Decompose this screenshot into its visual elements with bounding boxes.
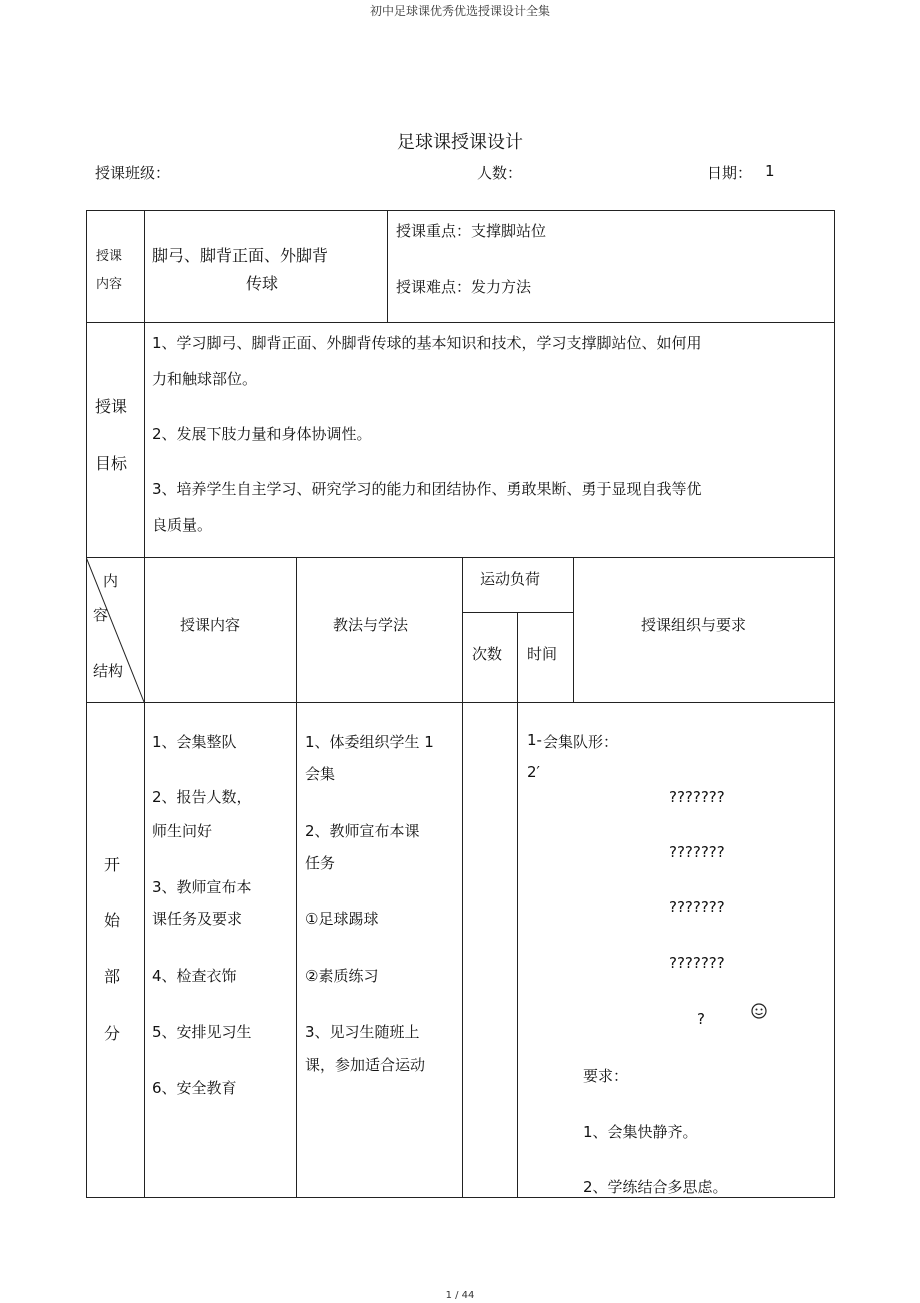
diag-label-b: 容 xyxy=(93,606,109,624)
req-2: 2、学练结合多思虑。 xyxy=(583,1178,728,1196)
date-label: 日期： xyxy=(707,164,753,182)
formation-row: ??????? xyxy=(669,898,725,916)
col-header-content: 授课内容 xyxy=(180,616,241,634)
col-header-load: 运动负荷 xyxy=(480,570,541,588)
method-item: ①足球踢球 xyxy=(305,910,379,928)
formation-row: ??????? xyxy=(669,788,725,806)
lesson-content-line1: 脚弓、脚背正面、外脚背 xyxy=(152,246,329,265)
class-label: 授课班级： xyxy=(95,164,171,182)
section-label-4: 分 xyxy=(104,1024,121,1043)
content-item: 课任务及要求 xyxy=(152,910,243,928)
content-item: 6、安全教育 xyxy=(152,1079,237,1097)
lesson-difficulty: 授课难点：发力方法 xyxy=(396,278,532,296)
goal-3-line2: 良质量。 xyxy=(152,516,213,534)
time-value-line2: 2′ xyxy=(527,763,540,781)
smiley-icon xyxy=(751,1003,767,1019)
goal-3-line1: 3、培养学生自主学习、研究学习的能力和团结协作、勇敢果断、勇于显现自我等优 xyxy=(152,480,702,498)
col-header-method: 教法与学法 xyxy=(333,616,409,634)
content-item: 4、检查衣饰 xyxy=(152,967,237,985)
col-header-time: 时间 xyxy=(527,645,558,663)
formation-row: ??????? xyxy=(669,843,725,861)
diag-label-c: 结构 xyxy=(93,662,124,680)
lesson-content-line2: 传球 xyxy=(246,274,279,293)
section-label-3: 部 xyxy=(104,967,121,986)
method-item: 课，参加适合运动 xyxy=(305,1056,426,1074)
method-item: 会集 xyxy=(305,765,336,783)
content-item: 2、报告人数， xyxy=(152,788,252,806)
req-title: 要求： xyxy=(583,1067,629,1085)
page-title: 足球课授课设计 xyxy=(397,132,523,153)
row2-label-top: 授课 xyxy=(95,397,128,416)
method-item: ②素质练习 xyxy=(305,967,379,985)
teacher-mark: ? xyxy=(697,1010,705,1028)
diag-label-a: 内 xyxy=(103,572,119,590)
method-item: 1、体委组织学生 1 xyxy=(305,733,434,751)
method-item: 2、教师宣布本课 xyxy=(305,822,420,840)
row2-label-bottom: 目标 xyxy=(95,454,128,473)
formation-row: ??????? xyxy=(669,954,725,972)
col-header-org: 授课组织与要求 xyxy=(641,616,747,634)
content-item: 5、安排见习生 xyxy=(152,1023,252,1041)
col-header-times: 次数 xyxy=(472,645,503,663)
time-value-line1: 1- xyxy=(527,731,542,749)
content-item: 1、会集整队 xyxy=(152,733,237,751)
org-title: 会集队形： xyxy=(543,733,619,751)
lesson-focus: 授课重点：支撑脚站位 xyxy=(396,222,547,240)
content-item: 3、教师宣布本 xyxy=(152,878,252,896)
date-value: 1 xyxy=(765,162,775,180)
content-item: 师生问好 xyxy=(152,822,213,840)
section-label-2: 始 xyxy=(104,911,121,930)
goal-1-line1: 1、学习脚弓、脚背正面、外脚背传球的基本知识和技术，学习支撑脚站位、如何用 xyxy=(152,334,702,352)
row1-label-top: 授课 xyxy=(96,249,123,264)
method-item: 任务 xyxy=(305,854,336,872)
count-label: 人数： xyxy=(477,164,523,182)
doc-header: 初中足球课优秀优选授课设计全集 xyxy=(369,4,550,18)
goal-2: 2、发展下肢力量和身体协调性。 xyxy=(152,425,372,443)
section-label-1: 开 xyxy=(104,855,121,874)
page-number: 1 / 44 xyxy=(445,1290,475,1301)
goal-1-line2: 力和触球部位。 xyxy=(152,370,258,388)
row1-label-bottom: 内容 xyxy=(96,277,123,292)
method-item: 3、见习生随班上 xyxy=(305,1023,420,1041)
req-1: 1、会集快静齐。 xyxy=(583,1123,698,1141)
